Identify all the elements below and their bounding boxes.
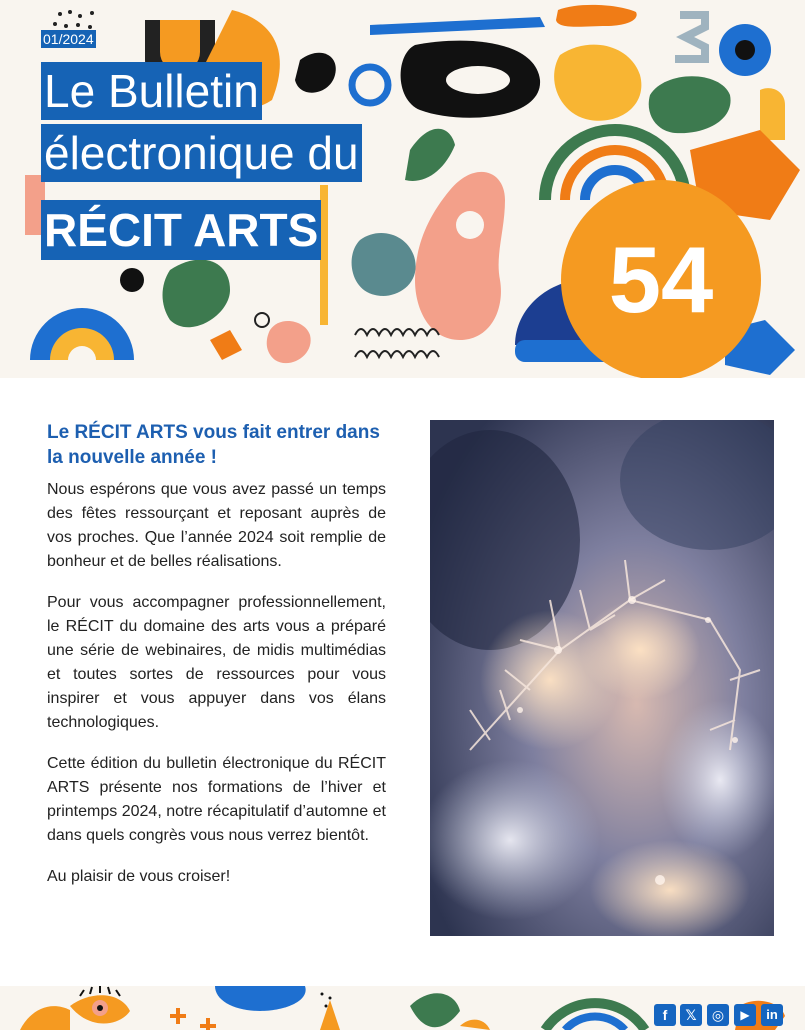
frost-crystal-image bbox=[430, 420, 774, 936]
article-paragraph-1: Nous espérons que vous avez passé un temps des fêtes ressourçant et reposant auprès de vos proches. Que l’année 2024 soit remplie de bonheur et de belles réalisations. bbox=[47, 481, 386, 570]
linkedin-icon[interactable]: in bbox=[761, 1004, 783, 1026]
article-paragraph-2: Pour vous accompagner professionnellement, le RÉCIT du domaine des arts vous a préparé une série de webinaires, de midis multimédias et toutes sortes de ressources pour vous inspirer et vous appuyer dans vos élans technologiques. bbox=[47, 594, 386, 731]
issue-number-badge: 54 bbox=[561, 180, 761, 378]
x-twitter-icon[interactable]: 𝕏 bbox=[680, 1004, 702, 1026]
issue-date: 01/2024 bbox=[43, 31, 94, 47]
article-headline: Le RÉCIT ARTS vous fait entrer dans la nouvelle année ! bbox=[47, 422, 380, 468]
article-paragraph-4: Au plaisir de vous croiser! bbox=[47, 868, 231, 885]
title-line-3: RÉCIT ARTS bbox=[41, 200, 321, 260]
facebook-icon[interactable]: f bbox=[654, 1004, 676, 1026]
title-line-1: Le Bulletin bbox=[41, 62, 262, 120]
youtube-icon[interactable]: ▶ bbox=[734, 1004, 756, 1026]
article-paragraph-3: Cette édition du bulletin électronique du RÉCIT ARTS présente nos formations de l’hiver et printemps 2024, notre récapitulatif d’automne et dans quels congrès vous nous verrez bientôt. bbox=[47, 755, 386, 844]
intro-article bbox=[47, 420, 386, 906]
instagram-icon[interactable]: ◎ bbox=[707, 1004, 729, 1026]
frost-photo bbox=[430, 420, 774, 936]
title-line-2: électronique du bbox=[41, 124, 362, 182]
header-banner bbox=[0, 0, 805, 378]
